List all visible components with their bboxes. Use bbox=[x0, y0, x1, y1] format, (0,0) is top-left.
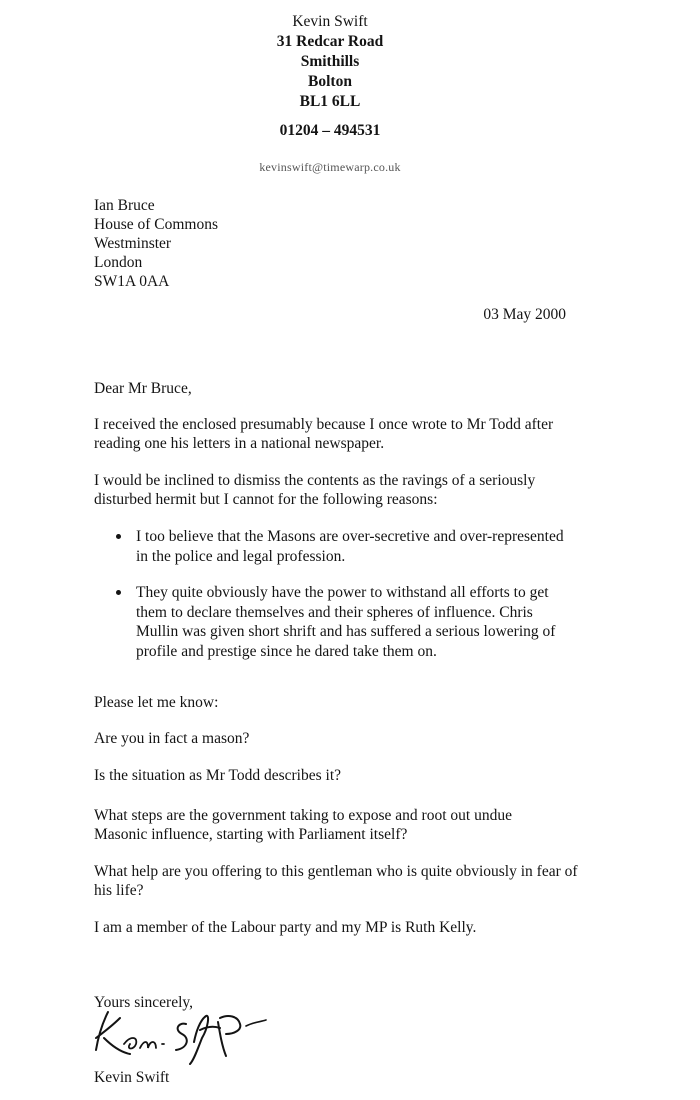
closing: Yours sincerely, bbox=[94, 994, 194, 1011]
recipient-postcode: SW1A 0AA bbox=[94, 273, 170, 290]
list-item bbox=[112, 527, 572, 566]
paragraph-reasons: I would be inclined to dismiss the contents as the ravings of a seriously disturbed hermit but I cannot for the following reasons: bbox=[94, 472, 536, 508]
salutation: Dear Mr Bruce, bbox=[94, 380, 192, 397]
member-note: I am a member of the Labour party and my MP is Ruth Kelly. bbox=[94, 919, 477, 936]
sender-postcode: BL1 6LL bbox=[299, 93, 361, 110]
signer-name: Kevin Swift bbox=[94, 1069, 170, 1086]
recipient-organisation: House of Commons bbox=[94, 216, 218, 233]
handwritten-signature bbox=[90, 1004, 290, 1066]
sender-street: 31 Redcar Road bbox=[276, 33, 384, 50]
sender-town: Bolton bbox=[308, 73, 352, 90]
letter-date: 03 May 2000 bbox=[483, 306, 566, 323]
sender-name: Kevin Swift bbox=[292, 13, 368, 30]
sender-email: kevinswift@timewarp.co.uk bbox=[259, 160, 401, 174]
paragraph-enclosure: I received the enclosed presumably because I once wrote to Mr Todd after reading one his letters in a national newspaper. bbox=[94, 416, 554, 452]
bullet-text: I too believe that the Masons are over-secretive and over-represented in the police and legal profession. bbox=[136, 528, 564, 565]
questions-intro: Please let me know: bbox=[94, 694, 219, 711]
recipient-name: Ian Bruce bbox=[94, 197, 155, 214]
question-mason: Are you in fact a mason? bbox=[94, 730, 250, 747]
question-help-offered: What help are you offering to this gentleman who is quite obviously in fear of his life? bbox=[94, 863, 578, 899]
bullet-icon bbox=[116, 534, 121, 539]
sender-phone: 01204 – 494531 bbox=[279, 122, 381, 139]
bullet-icon bbox=[116, 590, 121, 595]
recipient-area: Westminster bbox=[94, 235, 172, 252]
sender-address-block bbox=[190, 12, 470, 112]
bullet-text: They quite obviously have the power to withstand all efforts to get them to declare themselves and their spheres of influence. Chris Mullin was given short shrift and has suffered a serious lowering of profile and prestige since he dared take them on. bbox=[136, 584, 556, 660]
recipient-city: London bbox=[94, 254, 143, 271]
reasons-list bbox=[112, 527, 572, 678]
list-item bbox=[112, 583, 572, 661]
recipient-address-block bbox=[94, 196, 218, 291]
question-government-steps: What steps are the government taking to expose and root out undue Masonic influence, starting with Parliament itself? bbox=[94, 807, 512, 843]
sender-district: Smithills bbox=[300, 53, 360, 70]
question-situation: Is the situation as Mr Todd describes it? bbox=[94, 767, 342, 784]
